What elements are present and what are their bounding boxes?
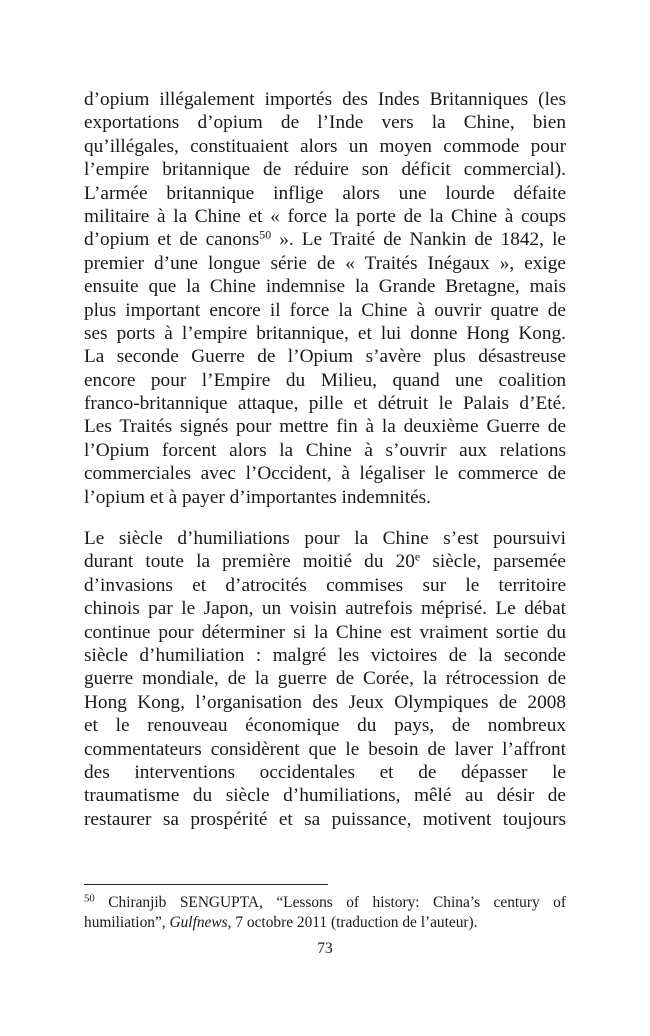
paragraph-opium-wars (84, 88, 566, 509)
text-line-with-superscript (84, 550, 566, 573)
text-line: Hong Kong, l’organisation des Jeux Olympiques de 2008 (84, 691, 566, 713)
footnote-source-title: Gulfnews (169, 913, 228, 931)
text-line: d’opium illégalement importés des Indes Britanniques (les (84, 89, 566, 110)
text-line: franco-britannique attaque, pille et détruit le Palais d’Eté. (84, 393, 566, 415)
text-line: restaurer sa prospérité et sa puissance, motivent toujours (84, 808, 566, 830)
text-fragment: ». Le Traité de Nankin de 1842, le (271, 229, 566, 251)
text-line: La seconde Guerre de l’Opium s’avère plus désastreuse (84, 346, 566, 368)
text-line: Les Traités signés pour mettre fin à la deuxième Guerre de (84, 416, 566, 438)
footnote-text: , 7 octobre 2011 (traduction de l’auteur). (227, 913, 478, 931)
page-number: 73 (317, 940, 333, 957)
footnote-line (84, 913, 566, 933)
footnote-marker: 50 (84, 892, 95, 905)
text-line: militaire à la Chine et « force la porte de la Chine à coups (84, 205, 566, 227)
text-line: l’opium et à payer d’importantes indemnités. (84, 486, 431, 508)
text-line: qu’illégales, constituaient alors un moyen commode pour (84, 135, 566, 157)
text-line: traumatisme du siècle d’humiliations, mêlé au désir de (84, 785, 566, 807)
text-line: encore pour l’Empire du Milieu, quand une coalition (84, 369, 566, 391)
text-line: et le renouveau économique du pays, de nombreux (84, 715, 566, 737)
text-line: L’armée britannique inflige alors une lourde défaite (84, 182, 566, 204)
superscript-ordinal: e (414, 549, 421, 564)
footnote-text: Chiranjib SENGUPTA, “Lessons of history: China’s century of (94, 894, 566, 911)
text-line: l’Opium forcent alors la Chine à s’ouvrir aux relations (84, 439, 566, 461)
text-fragment: siècle, parsemée (420, 551, 566, 573)
text-line-with-footnote-ref (84, 228, 566, 251)
text-line: chinois par le Japon, un voisin autrefois méprisé. Le débat (84, 598, 566, 620)
text-fragment: durant toute la première moitié du 20 (84, 551, 415, 573)
footnote-separator (84, 884, 328, 885)
text-line: commerciales avec l’Occident, à légaliser le commerce de (84, 463, 566, 485)
footnote-reference: 50 (259, 227, 272, 242)
text-line: Le siècle d’humiliations pour la Chine s’est poursuivi (84, 528, 566, 549)
text-line: d’invasions et d’atrocités commises sur le territoire (84, 574, 566, 596)
footnote (84, 893, 566, 932)
text-line: des interventions occidentales et de dépasser le (84, 761, 566, 783)
text-line: continue pour déterminer si la Chine est vraiment sortie du (84, 621, 566, 643)
text-fragment: d’opium et de canons (84, 229, 260, 251)
text-line: commentateurs considèrent que le besoin de laver l’affront (84, 738, 566, 760)
text-line: siècle d’humiliation : malgré les victoires de la seconde (84, 644, 566, 666)
text-line: ses ports à l’empire britannique, et lui donne Hong Kong. (84, 322, 566, 344)
text-line: guerre mondiale, de la guerre de Corée, la rétrocession de (84, 668, 566, 690)
text-line: plus important encore il force la Chine à ouvrir quatre de (84, 299, 566, 321)
text-line: premier d’une longue série de « Traités Inégaux », exige (84, 252, 566, 274)
text-line: l’empire britannique de réduire son déficit commercial). (84, 159, 566, 181)
footnote-line (84, 893, 566, 913)
paragraph-century-of-humiliation (84, 527, 566, 831)
text-line: exportations d’opium de l’Inde vers la Chine, bien (84, 112, 566, 134)
footnote-text: humiliation”, (84, 913, 170, 931)
text-line: ensuite que la Chine indemnise la Grande Bretagne, mais (84, 276, 566, 298)
